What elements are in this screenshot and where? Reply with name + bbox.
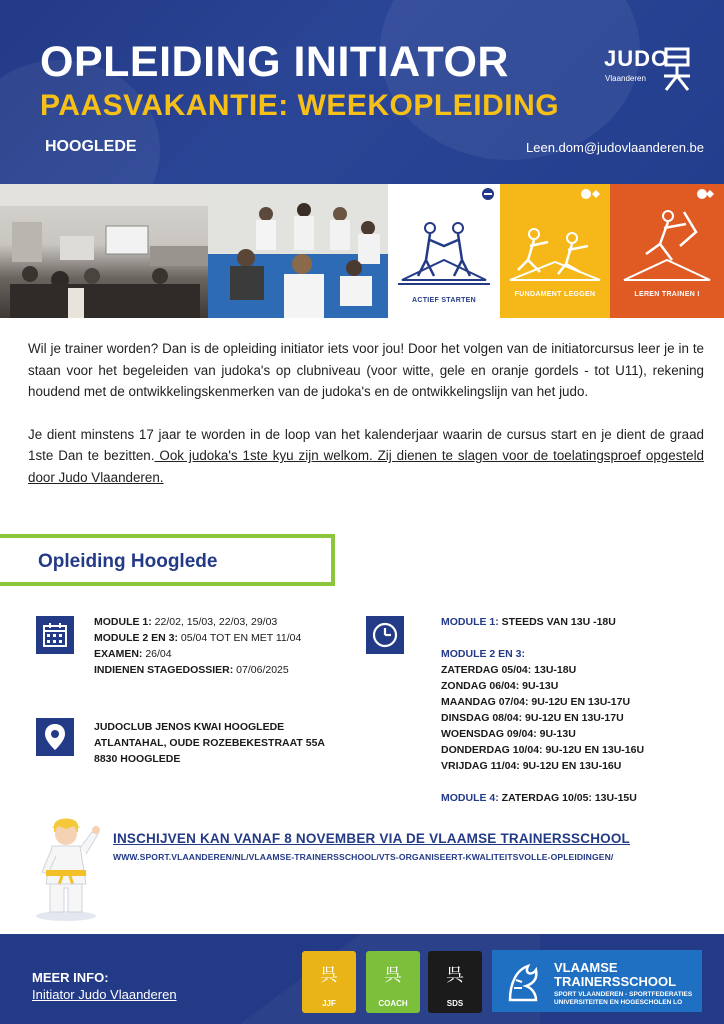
date-value: 22/02, 15/03, 22/03, 29/03 [151,616,278,628]
tile-leren-trainen [610,184,724,318]
page-subtitle: PAASVAKANTIE: WEEKOPLEIDING [40,89,560,122]
page-title: OPLEIDING INITIATOR [40,38,509,86]
clock-icon [366,616,404,654]
judo-glyph-icon: 呉 [384,965,402,985]
schedule-day: ZATERDAG 05/04: 13U-18U [441,664,577,676]
schedule-value: ZATERDAG 10/05: 13U-15U [498,792,637,804]
schedule-day: WOENSDAG 09/04: 9U-13U [441,728,576,740]
vts-title-1: VLAAMSE [554,960,618,975]
location-pin-icon [36,718,74,756]
intro-kyu-note: Ook judoka's 1ste kyu zijn welkom. Zij dienen te slagen voor de toelatingsproef opgesteld door Judo Vlaanderen. [28,448,704,485]
judo-vlaanderen-logo [604,46,694,98]
judoka-mascot-icon [30,812,102,922]
schedule-module-23: MODULE 2 EN 3: [441,648,526,660]
classroom-photo [0,184,208,318]
tile-actief-starten [388,184,500,318]
calendar-icon [36,616,74,654]
schedule-key: MODULE 4: [441,792,499,804]
logo-subtext: Vlaanderen [605,74,646,83]
judo-glyph-icon: 呉 [446,965,464,985]
registration-title[interactable]: INSCHIJVEN KAN VANAF 8 NOVEMBER VIA DE VLAAMSE TRAINERSSCHOOL [113,831,630,846]
tile-fundament-leggen [500,184,610,318]
badge-sds [428,951,482,1013]
schedule-day: MAANDAG 07/04: 9U-12U EN 13U-17U [441,696,631,708]
more-info-link[interactable]: Initiator Judo Vlaanderen [32,987,177,1002]
address-line: JUDOCLUB JENOS KWAI HOOGLEDE [94,721,285,733]
judo-glyph-icon: 呉 [320,965,338,985]
schedule-key: MODULE 1: [441,616,499,628]
date-value: 07/06/2025 [233,664,289,676]
intro-paragraph-2 [28,424,704,489]
address-line: ATLANTAHAL, OUDE ROZEBEKESTRAAT 55A [94,737,325,749]
more-info-label: MEER INFO: [32,970,109,985]
header-banner [0,0,724,184]
vlaamse-trainersschool-logo [492,950,702,1012]
address-line: 8830 HOOGLEDE [94,753,181,765]
dojo-photo [208,184,388,318]
intro-text [28,338,704,488]
address-block [94,719,325,767]
schedule-day: DINSDAG 08/04: 9U-12U EN 13U-17U [441,712,624,724]
badge-label: JJF [322,999,336,1008]
date-key: MODULE 2 EN 3: [94,632,179,644]
date-line [94,662,301,678]
lion-icon [502,960,546,1004]
schedule-value: STEEDS VAN 13U -18U [498,616,616,628]
section-title: Opleiding Hooglede [38,551,218,572]
schedule-block [441,614,644,806]
location-label: HOOGLEDE [45,138,137,155]
date-value: 26/04 [142,648,172,660]
intro-requirement: Je dient minstens 17 jaar te worden in de loop van het kalenderjaar waarin de cursus start en je dient de graad 1ste Dan te bezitten. [28,426,704,463]
date-value: 05/04 TOT EN MET 11/04 [178,632,302,644]
vts-title-2: TRAINERSSCHOOL [554,974,677,989]
badge-label: SDS [446,999,464,1008]
vts-sub-2: UNIVERSITEITEN EN HOGESCHOLEN LO [554,999,683,1006]
photo-strip [0,184,724,318]
intro-paragraph-1: Wil je trainer worden? Dan is de opleiding initiator iets voor jou! Door het volgen van de initiatorcursus leer je in te staan voor het begeleiden van judoka's op clubniveau (voor witte, gele en oranje gordels - tot U11), rekening houdend met de ontwikkelingskenmerken van de judoka's en de ontwikkelingslijn van het judo. [28,341,704,399]
tile-label: FUNDAMENT LEGGEN [514,291,596,298]
dates-block [94,614,301,678]
date-key: EXAMEN: [94,648,143,660]
schedule-day: ZONDAG 06/04: 9U-13U [441,680,559,692]
badge-jjf [302,951,356,1013]
date-line [94,614,301,630]
date-line [94,646,301,662]
section-header [0,534,335,586]
date-line [94,630,301,646]
judo-glyph-icon [662,46,692,92]
tile-label: ACTIEF STARTEN [412,297,476,304]
logo-text: JUDO [604,46,670,71]
date-key: MODULE 1: [94,616,152,628]
schedule-day: DONDERDAG 10/04: 9U-12U EN 13U-16U [441,744,645,756]
badge-label: COACH [378,999,408,1008]
date-key: INDIENEN STAGEDOSSIER: [94,664,234,676]
tile-label: LEREN TRAINEN I [634,291,700,298]
badge-coach [366,951,420,1013]
vts-sub-1: SPORT VLAANDEREN - SPORTFEDERATIES [554,991,693,998]
schedule-day: VRIJDAG 11/04: 9U-12U EN 13U-16U [441,760,622,772]
schedule-module-1 [441,614,644,630]
registration-url[interactable]: WWW.SPORT.VLAANDEREN/NL/VLAAMSE-TRAINERSSCHOOL/VTS-ORGANISEERT-KWALITEITSVOLLE-OPLEIDINGEN/ [113,852,614,862]
footer [0,934,724,1024]
contact-email[interactable]: Leen.dom@judovlaanderen.be [526,140,704,155]
schedule-module-4 [441,790,644,806]
